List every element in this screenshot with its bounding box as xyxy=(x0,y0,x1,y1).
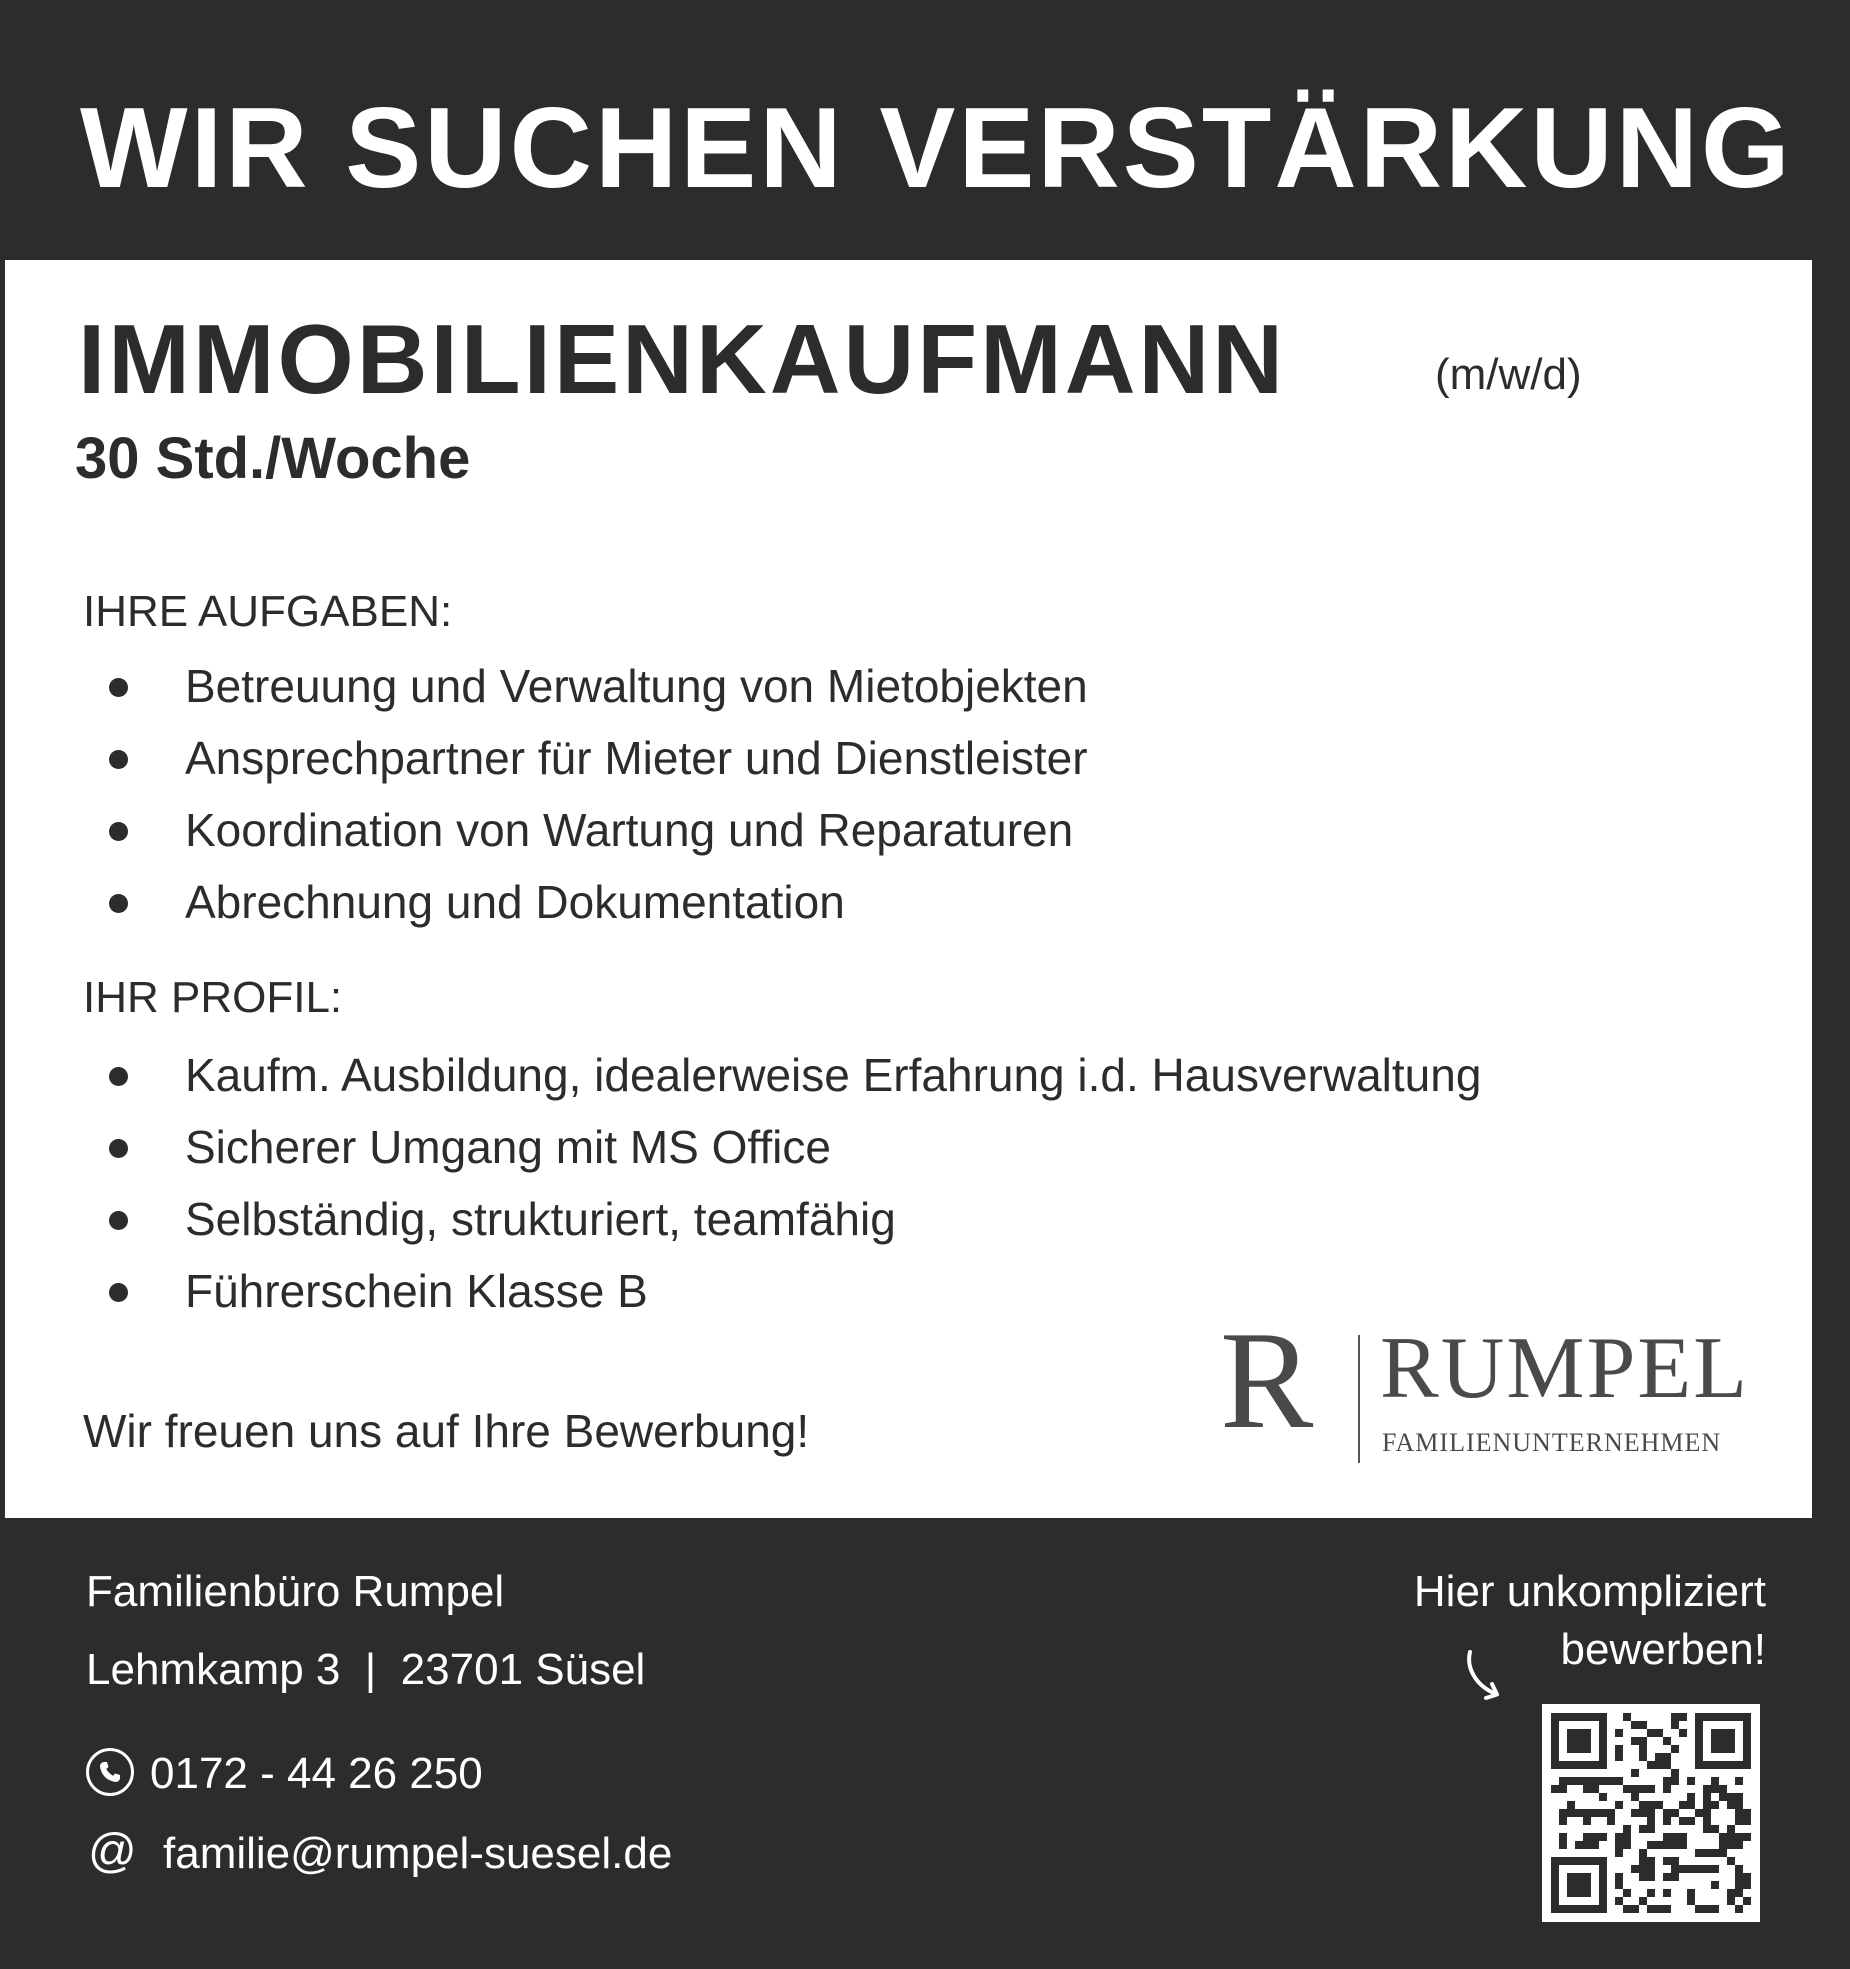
closing-line: Wir freuen uns auf Ihre Bewerbung! xyxy=(83,1405,810,1457)
tasks-heading: IHRE AUFGABEN: xyxy=(83,587,453,636)
phone-icon xyxy=(86,1748,134,1796)
job-gender-suffix: (m/w/d) xyxy=(1435,350,1582,399)
bullet-icon xyxy=(109,894,128,913)
job-card: IMMOBILIENKAUFMANN (m/w/d) 30 Std./Woche IHRE AUFGABEN: Betreuung und Verwaltung von Mietobjekten Ansprechpartner für Mieter und Dienstleister Koordination von Wartung und Reparaturen Abrechnung und Dokumentation IHR PROFIL: Kaufm. Ausbildung, idealerweise Erfahrung i.d. Hausverwaltung Sicherer Umgang mit MS Office Selbständig, strukturiert, teamfähig Führerschein Klasse B Wir freuen uns auf Ihre Bewerbung! R RUMPEL FAMILIENUNTERNEHMEN xyxy=(5,260,1812,1518)
curved-arrow-icon xyxy=(1462,1648,1510,1704)
logo-subtitle: FAMILIENUNTERNEHMEN xyxy=(1382,1428,1722,1457)
at-icon: @ xyxy=(88,1825,137,1878)
phone-number[interactable]: 0172 - 44 26 250 xyxy=(150,1749,483,1798)
qr-code[interactable] xyxy=(1542,1704,1760,1922)
company-name: Familienbüro Rumpel xyxy=(86,1567,505,1616)
bullet-icon xyxy=(109,1139,128,1158)
bullet-icon xyxy=(109,1211,128,1230)
bullet-icon xyxy=(109,678,128,697)
headline: WIR SUCHEN VERSTÄRKUNG xyxy=(80,85,1793,212)
job-hours: 30 Std./Woche xyxy=(75,426,471,491)
bullet-icon xyxy=(109,822,128,841)
cta-line-1: Hier unkompliziert xyxy=(1413,1567,1766,1616)
bullet-icon xyxy=(109,1283,128,1302)
logo-letter: R xyxy=(1220,1303,1314,1458)
rumpel-logo xyxy=(1220,1303,1800,1465)
company-address: Lehmkamp 3 | 23701 Süsel xyxy=(86,1645,646,1694)
bullet-icon xyxy=(109,1067,128,1086)
cta-line-2: bewerben! xyxy=(1560,1625,1766,1674)
bullet-icon xyxy=(109,750,128,769)
job-title: IMMOBILIENKAUFMANN xyxy=(78,304,1287,414)
profile-heading: IHR PROFIL: xyxy=(83,973,343,1022)
logo-divider xyxy=(1358,1335,1360,1463)
email-link[interactable]: familie@rumpel-suesel.de xyxy=(163,1829,673,1878)
logo-name: RUMPEL xyxy=(1380,1320,1749,1417)
